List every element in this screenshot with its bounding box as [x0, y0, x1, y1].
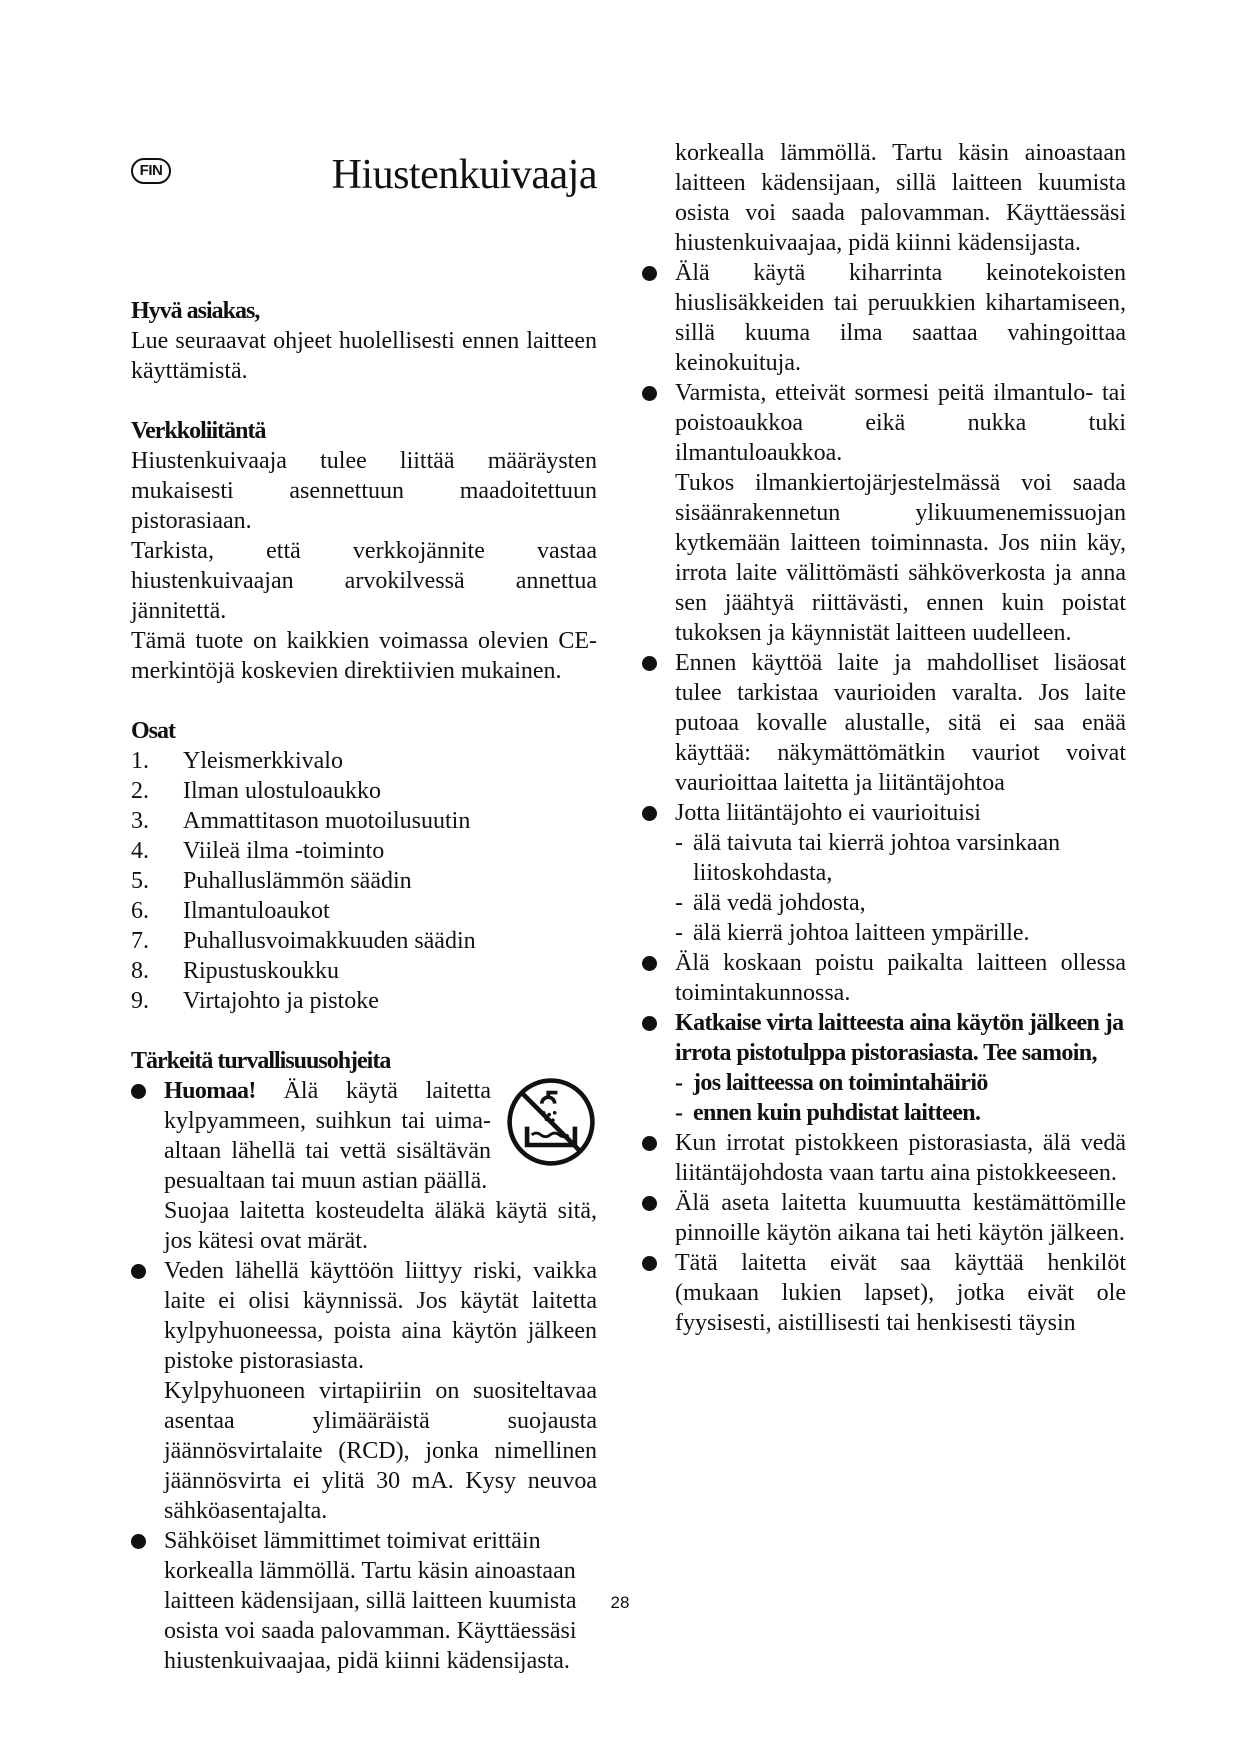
parts-list-item [131, 806, 597, 836]
safety-section [131, 1046, 597, 1674]
safety-text: Tukos ilmankiertojärjestelmässä voi saada sisäänrakennetun ylikuumenemissuojan kytkemään laitteen toiminnasta. Jos niin käy, irrota laite välittömästi sähköverkosta ja anna sen jäähtyä riittävästi, ennen kuin poistat tukoksen ja käynnistät laitteen uudelleen. [675, 470, 1126, 646]
dash-item: - jos laitteessa on toimintahäiriö [675, 1068, 1126, 1098]
language-badge: FIN [131, 158, 171, 184]
part-label: Puhalluslämmön säädin [183, 868, 412, 894]
part-number: 8. [131, 958, 149, 984]
safety-list [131, 1076, 597, 1674]
connection-paragraph: Tarkista, että verkkojännite vastaa hiustenkuivaajan arvokilvessä annettua jännitettä. [131, 538, 597, 624]
intro-text: Lue seuraavat ohjeet huolellisesti ennen laitteen käyttämistä. [131, 328, 597, 384]
parts-heading: Osat [131, 718, 175, 744]
safety-text-part: Älä käytä laitetta kylpyammeen, suihkun tai uima-altaan lähellä tai vettä sisältävän pesualtaan tai muun astian päällä. [164, 1078, 491, 1194]
safety-heading: Tärkeitä turvallisuusohjeita [131, 1048, 391, 1074]
right-column [642, 138, 1126, 1338]
safety-text: Sähköiset lämmittimet toimivat erittäin korkealla lämmöllä. Tartu käsin ainoastaan laitteen kädensijaan, sillä laitteen kuumista osista voi saada palovamman. Käyttäessäsi hiustenkuivaajaa, pidä kiinni kädensijasta. [164, 1528, 577, 1674]
dash-item: - älä taivuta tai kierrä johtoa varsinkaan liitoskohdasta, [675, 828, 1126, 888]
safety-item [642, 1248, 1126, 1338]
safety-text: Älä käytä kiharrinta keinotekoisten hiuslisäkkeiden tai peruukkien kihartamiseen, sillä kuuma ilma saattaa vahingoittaa keinokuituja. [675, 260, 1126, 376]
safety-item [642, 648, 1126, 798]
part-number: 4. [131, 838, 149, 864]
dash-item: - älä vedä johdosta, [675, 888, 1126, 918]
safety-text: Kun irrotat pistokkeen pistorasiasta, älä vedä liitäntäjohdosta vaan tartu aina pistokkeeseen. [675, 1130, 1126, 1186]
safety-text-bold: Katkaise virta laitteesta aina käytön jälkeen ja irrota pistotulppa pistorasiasta. Tee samoin, [675, 1010, 1124, 1066]
safety-text: Suojaa laitetta kosteudelta äläkä käytä sitä, jos kätesi ovat märät. [164, 1198, 597, 1254]
safety-text: Älä aseta laitetta kuumuutta kestämättömille pinnoille käytön aikana tai heti käytön jälkeen. [675, 1190, 1126, 1246]
connection-paragraph: Hiustenkuivaaja tulee liittää määräysten mukaisesti asennettuun maadoitettuun pistorasiaan. [131, 448, 597, 534]
safety-text: Ennen käyttöä laite ja mahdolliset lisäosat tulee tarkistaa vaurioiden varalta. Jos laite putoaa kovalle alustalle, sitä ei saa enää käyttää: näkymättömätkin vauriot voivat vaurioittaa laitetta ja liitäntäjohtoa [675, 650, 1126, 796]
parts-list-item [131, 746, 597, 776]
parts-section [131, 716, 597, 1016]
part-number: 6. [131, 898, 149, 924]
part-number: 1. [131, 748, 149, 774]
safety-list-continued [642, 138, 1126, 1338]
part-number: 5. [131, 868, 149, 894]
safety-item [642, 798, 1126, 948]
intro-section [131, 296, 597, 386]
connection-paragraph: Tämä tuote on kaikkien voimassa olevien CE-merkintöjä koskevien direktiivien mukainen. [131, 628, 597, 684]
page-number: 28 [610, 1593, 630, 1612]
part-number: 2. [131, 778, 149, 804]
parts-list-item [131, 986, 597, 1016]
safety-item [642, 378, 1126, 648]
safety-text: Kylpyhuoneen virtapiiriin on suositeltavaa asentaa ylimääräistä suojausta jäännösvirtalaite (RCD), jonka nimellinen jäännösvirta ei ylitä 30 mA. Kysy neuvoa sähköasentajalta. [164, 1378, 597, 1524]
safety-emphasis: Huomaa! [164, 1078, 256, 1104]
safety-item [131, 1526, 597, 1674]
dash-item: - älä kierrä johtoa laitteen ympärille. [675, 918, 1126, 948]
parts-list-item [131, 836, 597, 866]
safety-item [642, 948, 1126, 1008]
safety-item [642, 1008, 1126, 1128]
part-number: 3. [131, 808, 149, 834]
page-header [131, 150, 597, 266]
safety-text: Tätä laitetta eivät saa käyttää henkilöt (mukaan lukien lapset), jotka eivät ole fyysisesti, aistillisesti tai henkisesti täysin [675, 1250, 1126, 1336]
parts-list-item [131, 956, 597, 986]
connection-heading: Verkkoliitäntä [131, 418, 266, 444]
part-label: Ripustuskoukku [183, 958, 340, 984]
safety-text-continued: korkealla lämmöllä. Tartu käsin ainoastaan laitteen kädensijaan, sillä laitteen kuumista osista voi saada palovamman. Käyttäessäsi hiustenkuivaajaa, pidä kiinni kädensijasta. [675, 140, 1126, 256]
part-label: Virtajohto ja pistoke [183, 988, 379, 1014]
safety-text: Älä koskaan poistu paikalta laitteen ollessa toimintakunnossa. [675, 950, 1126, 1006]
intro-heading: Hyvä asiakas, [131, 298, 260, 324]
cord-care-list [675, 828, 1126, 948]
part-number: 7. [131, 928, 149, 954]
parts-list-item [131, 866, 597, 896]
part-label: Ilman ulostuloaukko [183, 778, 381, 804]
safety-item [642, 258, 1126, 378]
safety-text: Varmista, etteivät sormesi peitä ilmantulo- tai poistoaukkoa eikä nukka tuki ilmantuloaukkoa. [675, 380, 1126, 466]
safety-item-continued [642, 138, 1126, 258]
unplug-cases-list [675, 1068, 1126, 1128]
part-label: Viileä ilma -toiminto [183, 838, 385, 864]
left-column [131, 150, 597, 1674]
parts-list-item [131, 926, 597, 956]
safety-text: Jotta liitäntäjohto ei vaurioituisi [675, 800, 981, 826]
part-label: Puhallusvoimakkuuden säädin [183, 928, 476, 954]
safety-item [642, 1188, 1126, 1248]
dash-item: - ennen kuin puhdistat laitteen. [675, 1098, 1126, 1128]
parts-list-item [131, 776, 597, 806]
safety-item [131, 1256, 597, 1526]
parts-list [131, 746, 597, 1016]
safety-text: Veden lähellä käyttöön liittyy riski, vaikka laite ei olisi käynnissä. Jos käytät laitetta kylpyhuoneessa, poista aina käytön jälkeen pistoke pistorasiasta. [164, 1258, 597, 1374]
parts-list-item [131, 896, 597, 926]
part-label: Yleismerkkivalo [183, 748, 343, 774]
part-number: 9. [131, 988, 149, 1014]
part-label: Ilmantuloaukot [183, 898, 330, 924]
connection-section [131, 416, 597, 686]
no-water-warning-icon [505, 1076, 597, 1168]
page-title: Hiustenkuivaaja [331, 152, 597, 198]
part-label: Ammattitason muotoilusuutin [183, 808, 471, 834]
safety-item [131, 1076, 597, 1256]
safety-item [642, 1128, 1126, 1188]
